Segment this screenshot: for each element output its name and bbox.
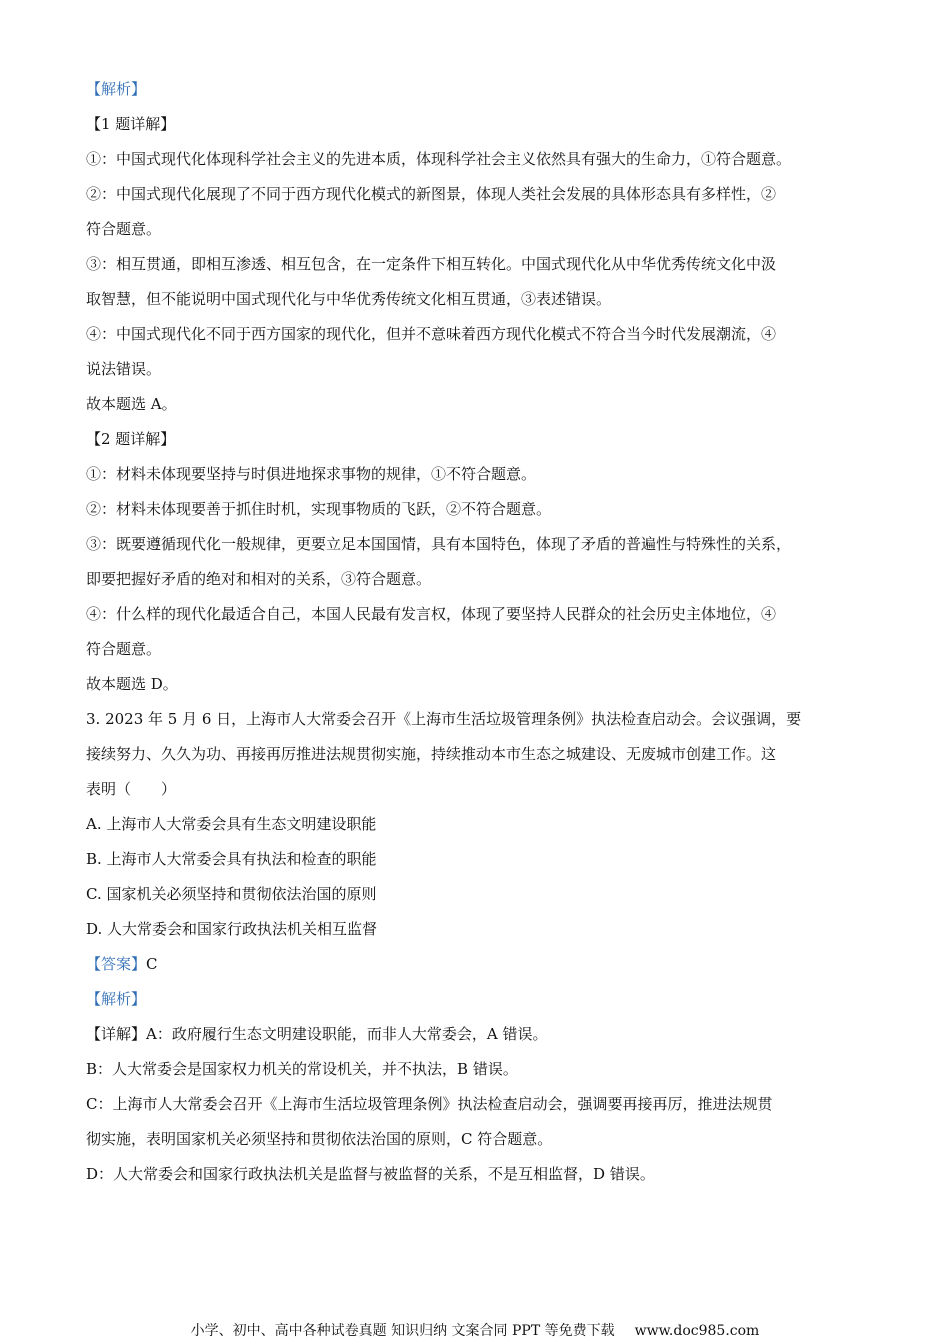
q3-answer: [86, 953, 876, 975]
q2-conclusion: 故本题选 D。: [86, 675, 178, 693]
q3-stem-line-1: 3. 2023 年 5 月 6 日，上海市人大常委会召开《上海市生活垃圾管理条例》执法检查启动会。会议强调，要: [86, 710, 802, 728]
page-footer: [0, 1322, 950, 1340]
q3-option-b: B. 上海市人大常委会具有执法和检查的职能: [86, 850, 377, 868]
q3-detail-b: B：人大常委会是国家权力机关的常设机关，并不执法，B 错误。: [86, 1060, 518, 1078]
footer-url[interactable]: www.doc985.com: [634, 1323, 760, 1339]
q2-item-1: ①：材料未体现要坚持与时俱进地探求事物的规律，①不符合题意。: [86, 465, 537, 483]
analysis-label-2: 【解析】: [86, 990, 147, 1008]
detail-label: 【详解】: [86, 1025, 147, 1043]
q3-option-c: C. 国家机关必须坚持和贯彻依法治国的原则: [86, 885, 377, 903]
answer-label: 【答案】: [86, 955, 147, 973]
q2-item-3-line-2: 即要把握好矛盾的绝对和相对的关系，③符合题意。: [86, 570, 432, 588]
q2-heading: 【2 题详解】: [86, 430, 176, 448]
q3-detail-c-line-2: 彻实施，表明国家机关必须坚持和贯彻依法治国的原则，C 符合题意。: [86, 1130, 553, 1148]
document-body: [86, 78, 876, 1185]
q1-item-3-line-2: 取智慧，但不能说明中国式现代化与中华优秀传统文化相互贯通，③表述错误。: [86, 290, 612, 308]
q2-item-4-line-2: 符合题意。: [86, 640, 162, 658]
q1-heading: 【1 题详解】: [86, 115, 176, 133]
q1-item-2-line-2: 符合题意。: [86, 220, 162, 238]
q2-item-2: ②：材料未体现要善于抓住时机，实现事物质的飞跃，②不符合题意。: [86, 500, 552, 518]
q1-item-4-line-1: ④：中国式现代化不同于西方国家的现代化，但并不意味着西方现代化模式不符合当今时代发展潮流，④: [86, 325, 777, 343]
q1-item-3-line-1: ③：相互贯通，即相互渗透、相互包含，在一定条件下相互转化。中国式现代化从中华优秀传统文化中汲: [86, 255, 777, 273]
q3-detail-a: [86, 1023, 876, 1045]
q1-conclusion: 故本题选 A。: [86, 395, 177, 413]
q3-detail-c-line-1: C：上海市人大常委会召开《上海市生活垃圾管理条例》执法检查启动会，强调要再接再厉，推进法规贯: [86, 1095, 773, 1113]
q3-detail-d: D：人大常委会和国家行政执法机关是监督与被监督的关系，不是互相监督，D 错误。: [86, 1165, 655, 1183]
q3-option-d: D. 人大常委会和国家行政执法机关相互监督: [86, 920, 378, 938]
q3-option-a: A. 上海市人大常委会具有生态文明建设职能: [86, 815, 377, 833]
q1-item-1: ①：中国式现代化体现科学社会主义的先进本质，体现科学社会主义依然具有强大的生命力，①符合题意。: [86, 150, 792, 168]
q1-item-4-line-2: 说法错误。: [86, 360, 162, 378]
q2-item-3-line-1: ③：既要遵循现代化一般规律，更要立足本国国情，具有本国特色，体现了矛盾的普遍性与特殊性的关系，: [86, 535, 792, 553]
answer-value: C: [146, 955, 158, 973]
analysis-label: 【解析】: [86, 80, 147, 98]
detail-a-text: A：政府履行生态文明建设职能，而非人大常委会，A 错误。: [146, 1025, 548, 1043]
q2-item-4-line-1: ④：什么样的现代化最适合自己，本国人民最有发言权，体现了要坚持人民群众的社会历史主体地位，④: [86, 605, 777, 623]
q1-item-2-line-1: ②：中国式现代化展现了不同于西方现代化模式的新图景，体现人类社会发展的具体形态具有多样性，②: [86, 185, 777, 203]
q3-stem-line-3: 表明（ ）: [86, 780, 177, 798]
footer-text: 小学、初中、高中各种试卷真题 知识归纳 文案合同 PPT 等免费下载: [190, 1323, 615, 1339]
q3-stem-line-2: 接续努力、久久为功、再接再厉推进法规贯彻实施，持续推动本市生态之城建设、无废城市创建工作。这: [86, 745, 777, 763]
